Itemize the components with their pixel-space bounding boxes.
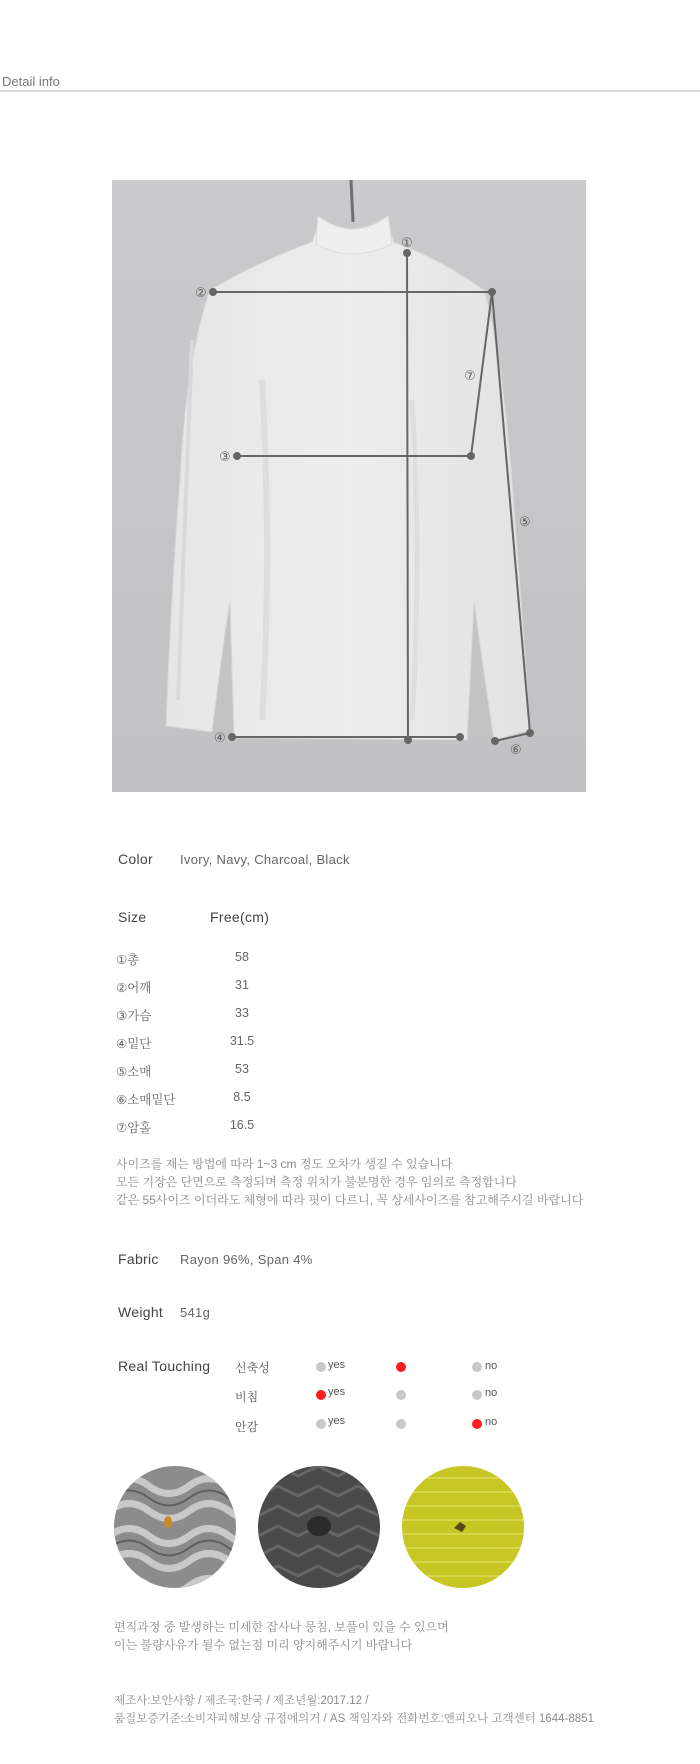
size-row-name: ③가슴 [116,1009,152,1023]
color-value: Ivory, Navy, Charcoal, Black [180,852,350,867]
product-measurement-image [112,180,586,792]
option-mid-dot [396,1419,406,1429]
option-yes-label: yes [328,1359,346,1371]
measure-label-1: ① [401,236,413,251]
size-note-line: 모든 기장은 단면으로 측정되며 측정 위치가 불분명한 경우 임의로 측정합니다 [116,1175,517,1189]
option-no-dot [472,1362,482,1372]
option-yes-dot [316,1362,326,1372]
touch-item-sheer: 비침 [235,1390,259,1404]
knit-note-line: 이는 불량사유가 될수 없는점 미리 양지해주시기 바랍니다 [114,1638,413,1652]
footer-line: 제조사:보안사항 / 제조국:한국 / 제조년월:2017.12 / [114,1695,369,1707]
measure-label-4: ④ [214,731,226,746]
size-row-value: 31.5 [229,1034,255,1048]
section-divider [0,90,700,92]
measure-label-5: ⑤ [519,515,531,530]
size-note-line: 같은 55사이즈 이더라도 체형에 따라 핏이 다르니, 꼭 상세사이즈를 참고해주시길 바랍니다 [116,1193,584,1207]
fabric-swatch-yellow [402,1466,524,1588]
option-yes-dot [316,1390,326,1400]
measure-label-3: ③ [219,450,231,465]
fabric-swatch-charcoal [258,1466,380,1588]
product-info-footer [114,1692,594,1728]
weight-label: Weight [118,1304,164,1320]
option-yes-label: yes [328,1386,346,1398]
section-title: Detail info [2,74,60,89]
real-touching-label: Real Touching [118,1358,211,1374]
color-label: Color [118,851,153,867]
touch-item-lining: 안감 [235,1420,259,1434]
option-no-dot [472,1419,482,1429]
option-no-label: no [485,1387,498,1399]
size-row-value: 33 [235,1006,249,1020]
footer-line: 품질보증기준:소비자피해보상 규정에의거 / AS 책임자와 전화번호:앤피오나 고객센터 1644-8851 [114,1713,594,1725]
knit-note-line: 편직과정 중 발생하는 미세한 잡사나 뭉침, 보풀이 있을 수 있으며 [114,1620,449,1634]
size-row-name: ②어깨 [116,981,152,995]
measure-label-7: ⑦ [464,369,476,384]
option-no-label: no [485,1416,498,1428]
fabric-label: Fabric [118,1251,159,1267]
size-row-value: 53 [235,1062,249,1076]
size-row-value: 8.5 [233,1090,251,1104]
size-row-value: 16.5 [229,1118,255,1132]
size-row-value: 31 [235,978,249,992]
option-no-label: no [485,1360,498,1372]
size-label: Size [118,909,147,925]
touch-item-stretch: 신축성 [235,1361,270,1375]
measure-label-2: ② [195,286,207,301]
knit-notes [114,1618,449,1654]
size-row-name: ⑥소매밑단 [116,1093,176,1107]
weight-value: 541g [180,1305,211,1320]
size-row-value: 58 [235,950,249,964]
option-yes-dot [316,1419,326,1429]
option-yes-label: yes [328,1415,346,1427]
option-mid-dot [396,1390,406,1400]
size-row-name: ④밑단 [116,1037,152,1051]
option-no-dot [472,1390,482,1400]
fabric-swatch-gray [114,1466,236,1588]
size-notes [116,1155,583,1209]
fabric-value: Rayon 96%, Span 4% [180,1252,313,1267]
size-row-name: ⑤소매 [116,1065,152,1079]
size-column-header: Free(cm) [210,909,270,925]
size-row-name: ⑦암홀 [116,1121,152,1135]
option-mid-dot [396,1362,406,1372]
size-note-line: 사이즈를 재는 방법에 따라 1~3 cm 정도 오차가 생길 수 있습니다 [116,1157,453,1171]
size-row-name: ①총 [116,953,140,967]
measure-label-6: ⑥ [510,743,522,758]
